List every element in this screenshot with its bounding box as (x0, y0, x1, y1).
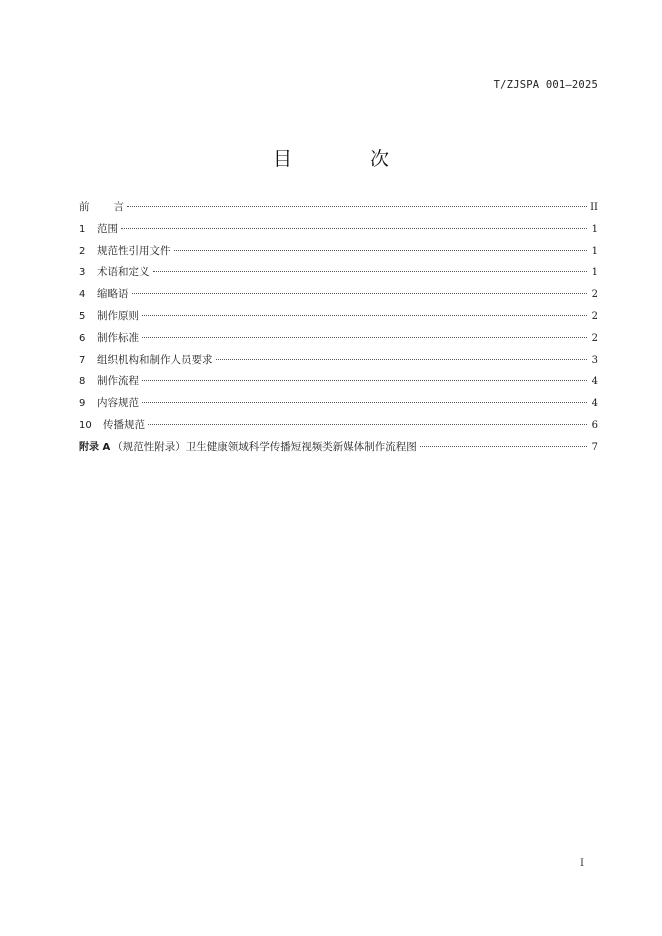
toc-entry-label: 制作流程 (97, 375, 139, 388)
toc-entry-production-principles[interactable] (79, 308, 598, 330)
toc-entry-label: 制作原则 (97, 309, 139, 322)
toc-section-number: 10 (79, 419, 92, 431)
toc-entry-foreword[interactable] (79, 199, 598, 221)
document-code: T/ZJSPA 001—2025 (493, 79, 598, 91)
table-of-contents (79, 199, 598, 461)
toc-entry-appendix-a[interactable] (79, 439, 598, 461)
toc-leader-dots (142, 402, 587, 403)
toc-entry-label: 术语和定义 (97, 266, 150, 279)
toc-title: 目 次 (272, 148, 426, 170)
toc-entry-scope[interactable] (79, 221, 598, 243)
toc-section-number: 4 (79, 289, 86, 301)
toc-page-number: 2 (591, 289, 598, 301)
toc-leader-dots (142, 380, 587, 381)
toc-page-number: 1 (591, 223, 598, 235)
toc-leader-dots (148, 424, 587, 425)
toc-page-number: 2 (591, 310, 598, 322)
toc-leader-dots (121, 228, 587, 229)
toc-entry-label: 组织机构和制作人员要求 (97, 353, 213, 366)
toc-page-number: 2 (591, 332, 598, 344)
toc-appendix-prefix: 附录 A (79, 441, 111, 453)
toc-section-number: 5 (79, 310, 86, 322)
toc-entry-dissemination-specification[interactable] (79, 417, 598, 439)
toc-page-number: 4 (591, 376, 598, 388)
toc-section-number: 3 (79, 267, 86, 279)
toc-entry-label: 内容规范 (97, 397, 139, 410)
toc-page-number: 1 (591, 245, 598, 257)
toc-entry-organization-requirements[interactable] (79, 352, 598, 374)
toc-entry-content-specification[interactable] (79, 395, 598, 417)
toc-entry-label: （规范性附录）卫生健康领域科学传播短视频类新媒体制作流程图 (112, 440, 417, 453)
toc-leader-dots (142, 337, 587, 338)
toc-section-number: 7 (79, 354, 86, 366)
toc-page-number: 1 (591, 267, 598, 279)
page-number: I (580, 858, 584, 869)
toc-entry-terms-definitions[interactable] (79, 264, 598, 286)
toc-leader-dots (127, 206, 587, 207)
toc-entry-production-process[interactable] (79, 373, 598, 395)
toc-section-number: 9 (79, 398, 86, 410)
toc-entry-label: 前 言 (79, 201, 124, 213)
toc-page-number: 3 (591, 354, 598, 366)
toc-page-number: II (590, 202, 598, 213)
toc-entry-label: 传播规范 (103, 418, 145, 431)
toc-leader-dots (142, 315, 587, 316)
toc-page-number: 4 (591, 398, 598, 410)
toc-section-number: 8 (79, 376, 86, 388)
toc-entry-label: 规范性引用文件 (97, 244, 171, 257)
toc-entry-normative-references[interactable] (79, 243, 598, 265)
toc-leader-dots (153, 271, 588, 272)
toc-section-number: 6 (79, 332, 86, 344)
toc-entry-label: 制作标准 (97, 331, 139, 344)
toc-leader-dots (216, 359, 588, 360)
toc-entry-label: 缩略语 (97, 288, 129, 301)
toc-page-number: 7 (591, 441, 598, 453)
toc-section-number: 2 (79, 245, 86, 257)
toc-entry-label: 范围 (97, 222, 118, 235)
toc-page-number: 6 (591, 419, 598, 431)
toc-entry-abbreviations[interactable] (79, 286, 598, 308)
toc-leader-dots (174, 250, 588, 251)
toc-entry-production-standards[interactable] (79, 330, 598, 352)
toc-leader-dots (132, 293, 588, 294)
toc-section-number: 1 (79, 223, 86, 235)
toc-leader-dots (420, 446, 587, 447)
